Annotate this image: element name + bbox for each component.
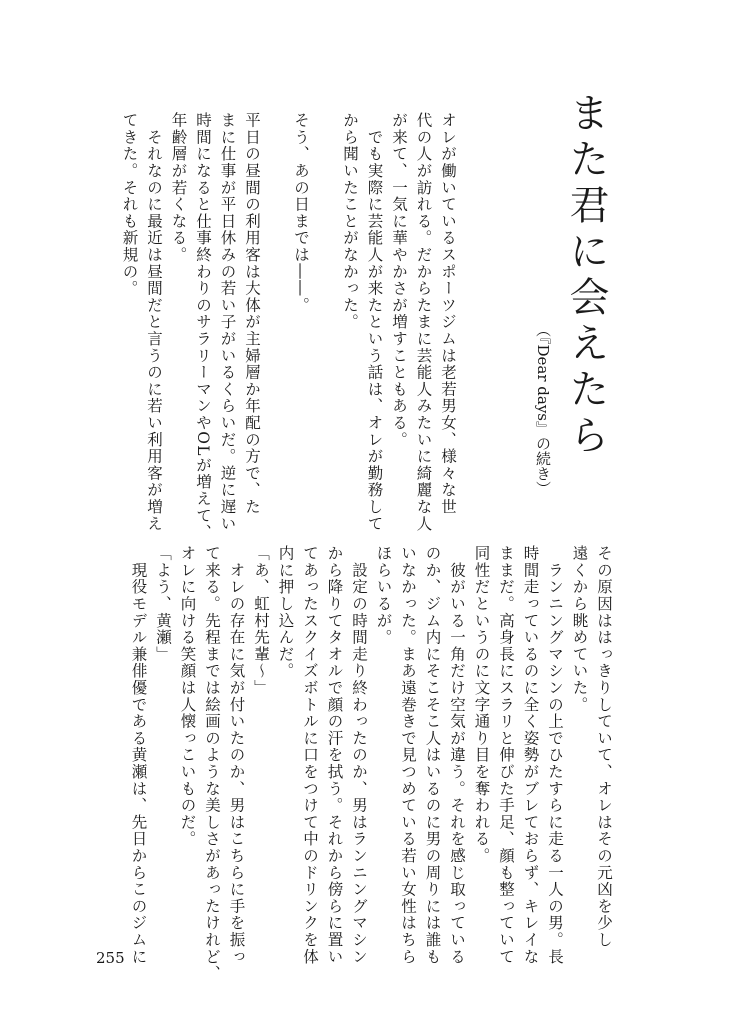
text-line: ほらいるが。 [374,545,393,646]
text-line: てきた。それも新規の。 [120,112,139,297]
page-number: 255 [96,949,125,967]
text-line: オレの存在に気が付いたのか、男はこちらに手を振っ [227,545,246,965]
text-line: て来る。先程までは絵画のような美しさがあったけれど、 [203,545,221,982]
text-line: オレが働いているスポーツジムは老若男女、様々な世 [439,112,457,516]
text-line: 彼がいる一角だけ空気が違う。それを感じ取っている [448,545,466,965]
text-line: その原因ははっきりしていて、オレはその元凶を少し [595,545,613,949]
text-line: 平日の昼間の利用客は大体が主婦層か年配の方で、た [243,112,261,516]
text-line [264,112,289,507]
text-line: 時間になると仕事終わりのサラリーマンやOLが増えて、 [194,112,212,541]
text-line: から降りてタオルで顔の汗を拭う。それから傍らに置い [325,545,344,965]
text-line: 内に押し込んだ。 [276,545,295,680]
text-line: でも実際に芸能人が来たという話は、オレが勤務して [365,112,384,532]
text-line: オレに向ける笑顔は人懐っこいものだ。 [178,545,197,848]
text-line: そう、あの日までは――。 [292,112,310,314]
text-line: 「よう、黄瀬」 [154,545,172,663]
text-line: ランニングマシンの上でひたすらに走る一人の男。長 [546,545,564,965]
text-line: 代の人が訪れる。だからたまに芸能人みたいに綺麗な人 [414,112,433,532]
text-line: てあったスクイズボトルに口をつけて中のドリンクを体 [301,545,319,965]
text-line: 現役モデル兼俳優である黄瀬は、先日からこのジムに [129,545,148,965]
text-line [313,112,338,507]
lower-text-block [126,545,616,982]
text-line: 遠くから眺めていた。 [570,545,589,713]
text-line: それなのに最近は昼間だと言うのに若い利用客が増え [145,112,163,532]
text-line: 時間走っているのに全く姿勢がブレておらず、キレイな [521,545,540,965]
text-line: 年齢層が若くなる。 [169,112,188,264]
text-line: 同性だというのに文字通り目を奪われる。 [472,545,491,865]
text-line: から聞いたことがなかった。 [341,112,359,331]
text-line: のか、ジム内にそこそこ人はいるのに男の周りには誰も [423,545,442,965]
text-line: 設定の時間走り終わったのか、男はランニングマシン [350,545,368,965]
text-line: が来て、一気に華やかさが増すこともある。 [390,112,408,448]
text-line: まに仕事が平日休みの若い子がいるくらいだ。逆に遅い [218,112,237,532]
chapter-subtitle: （『Dear days』の続き） [534,322,552,497]
text-line: ままだ。高身長にスラリと伸びた手足、顔も整っていて [497,545,515,965]
upper-text-block [117,112,460,541]
text-line: 「あ、虹村先輩〜」 [252,545,270,697]
chapter-title: また君に会えたら [563,92,609,460]
text-line: いなかった。まあ遠巻きで見つめている若い女性はちら [399,545,417,965]
